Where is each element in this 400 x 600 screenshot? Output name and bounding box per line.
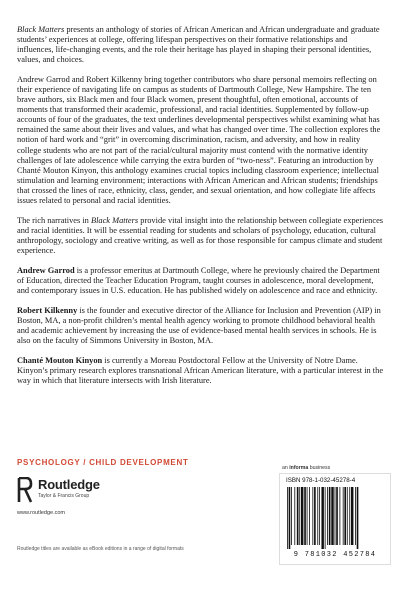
informa-prefix: an	[282, 465, 290, 471]
barcode-bars	[286, 487, 384, 549]
barcode-bar	[351, 487, 353, 545]
publisher-tagline: Taylor & Francis Group	[38, 493, 90, 499]
author-bio-text: is currently a Moreau Postdoctoral Fellow at the University of Notre Dame. Kinyon’s primary research explores transnational African American literature, with a particular interest in the way in which that literature intersects with Irish literature.	[17, 356, 384, 386]
blurb-paragraph-3-end: provide vital insight into the relationship between collegiate experiences and racial identities. It will be essential reading for students and scholars of psychology, education, cultural anthropology, sociology and creative writing, as well as for those responsible for campus climate and student experience.	[17, 215, 384, 255]
routledge-r-logo-icon	[17, 477, 33, 503]
barcode-bar	[329, 487, 331, 545]
barcode-bar	[291, 487, 292, 545]
barcode-bar	[304, 487, 306, 545]
isbn-number: ISBN 978-1-032-45278-4	[286, 477, 356, 484]
publisher-logo	[17, 476, 137, 510]
barcode-bar	[297, 487, 299, 545]
author-bio-kinyon	[17, 356, 385, 386]
barcode-bar	[331, 487, 333, 545]
blurb-paragraph-3-start: The rich narratives in	[17, 215, 91, 225]
blurb-paragraph-1-text: presents an anthology of stories of African American and African undergraduate and graduate students’ experiences at college, offering lifespan perspectives on their formative relationships and influences, life-changing events, and the role their heritage has played in shaping their personal identities, values, and choices.	[17, 25, 380, 65]
barcode-bar	[301, 487, 303, 545]
barcode-bar	[299, 487, 300, 545]
barcode-bar	[289, 487, 291, 549]
book-title-italic: Black Matters	[90, 215, 139, 225]
barcode-bar	[287, 487, 288, 549]
barcode-bar	[357, 487, 359, 549]
author-bio-kilkenny	[17, 306, 385, 346]
ebook-note: Routledge titles are available as eBook editions in a range of digital formats	[17, 546, 184, 552]
barcode-bar	[307, 487, 308, 545]
author-bio-text: is the founder and executive director of the Alliance for Inclusion and Prevention (AIP) in Boston, MA, a non-profit children’s mental health agency working to promote childhood behavioral health and academic achievement by increasing the use of evidence-based mental health services in schools. He is also on the faculty of Simmons University in Boston, MA.	[17, 306, 381, 346]
barcode-bar	[336, 487, 338, 545]
book-title-italic: Black Matters	[17, 25, 65, 34]
blurb-paragraph-2: Andrew Garrod and Robert Kilkenny bring together contributors who share personal memoirs reflecting on their experience of navigating life on campus as students of Dartmouth College, New Hampshire. The ten brave authors, six Black men and four Black women, present thoughtful, often emotional, accounts of moments that transformed their academic, professional, and racial identities. Supplemented by follow-up accounts of four of the graduates, the text underlines developmental perspectives whilst examining what has remained the same about their lives and values, and what has changed over time. The collection explores the notion of hard work and “grit” in overcoming discrimination, racism, and adversity, and how in reality college students who are not part of the racial/cultural majority must contend with the normative identity challenges of late adolescence while carrying the extra burden of “two-ness”. Featuring an introduction by Chanté Mouton Kinyon, this anthology examines crucial topics including classroom experience; intellectual stimulation and learning environment; interactions with African American and African students; friendships that crossed the lines of race, ethnicity, class, gender, and sexual orientation, and how collegiate life affects issues related to personal and racial identities.	[17, 75, 381, 205]
informa-suffix: business	[308, 465, 331, 471]
blurb-text	[17, 25, 385, 396]
barcode-bar	[355, 487, 356, 545]
barcode-bar	[335, 487, 336, 545]
isbn-barcode	[279, 473, 391, 565]
barcode-bar	[349, 487, 350, 545]
barcode-bar	[312, 487, 313, 545]
author-bio-garrod	[17, 266, 385, 296]
author-name: Chanté Mouton Kinyon	[17, 356, 103, 366]
barcode-bar	[319, 487, 320, 545]
blurb-paragraph-1	[17, 25, 385, 65]
barcode-digits: 9 781032 452784	[293, 551, 377, 559]
barcode-bar	[327, 487, 328, 545]
barcode-bar	[325, 487, 326, 549]
barcode-bar	[314, 487, 316, 545]
author-name: Robert Kilkenny	[17, 306, 78, 316]
barcode-bar	[339, 487, 340, 545]
barcode-bar	[317, 487, 318, 545]
author-name: Andrew Garrod	[17, 265, 75, 275]
barcode-bar	[343, 487, 344, 545]
publisher-website: www.routledge.com	[17, 510, 65, 516]
author-bio-text: is a professor emeritus at Dartmouth College, where he previously chaired the Department of Education, directed the Teacher Education Program, taught courses in adolescence, moral development, and contemporary issues in U.S. education. He has published widely on adolescence and race and ethnicity.	[17, 265, 380, 296]
subject-category: PSYCHOLOGY / CHILD DEVELOPMENT	[17, 458, 189, 467]
barcode-bar	[344, 487, 346, 545]
barcode-bar	[294, 487, 295, 545]
barcode-bar	[309, 487, 310, 545]
publisher-name: Routledge	[38, 477, 100, 492]
barcode-bar	[347, 487, 348, 545]
barcode-bar	[321, 487, 323, 549]
informa-brand: informa	[289, 465, 309, 471]
blurb-paragraph-3	[17, 216, 385, 256]
informa-business-note	[282, 465, 330, 471]
